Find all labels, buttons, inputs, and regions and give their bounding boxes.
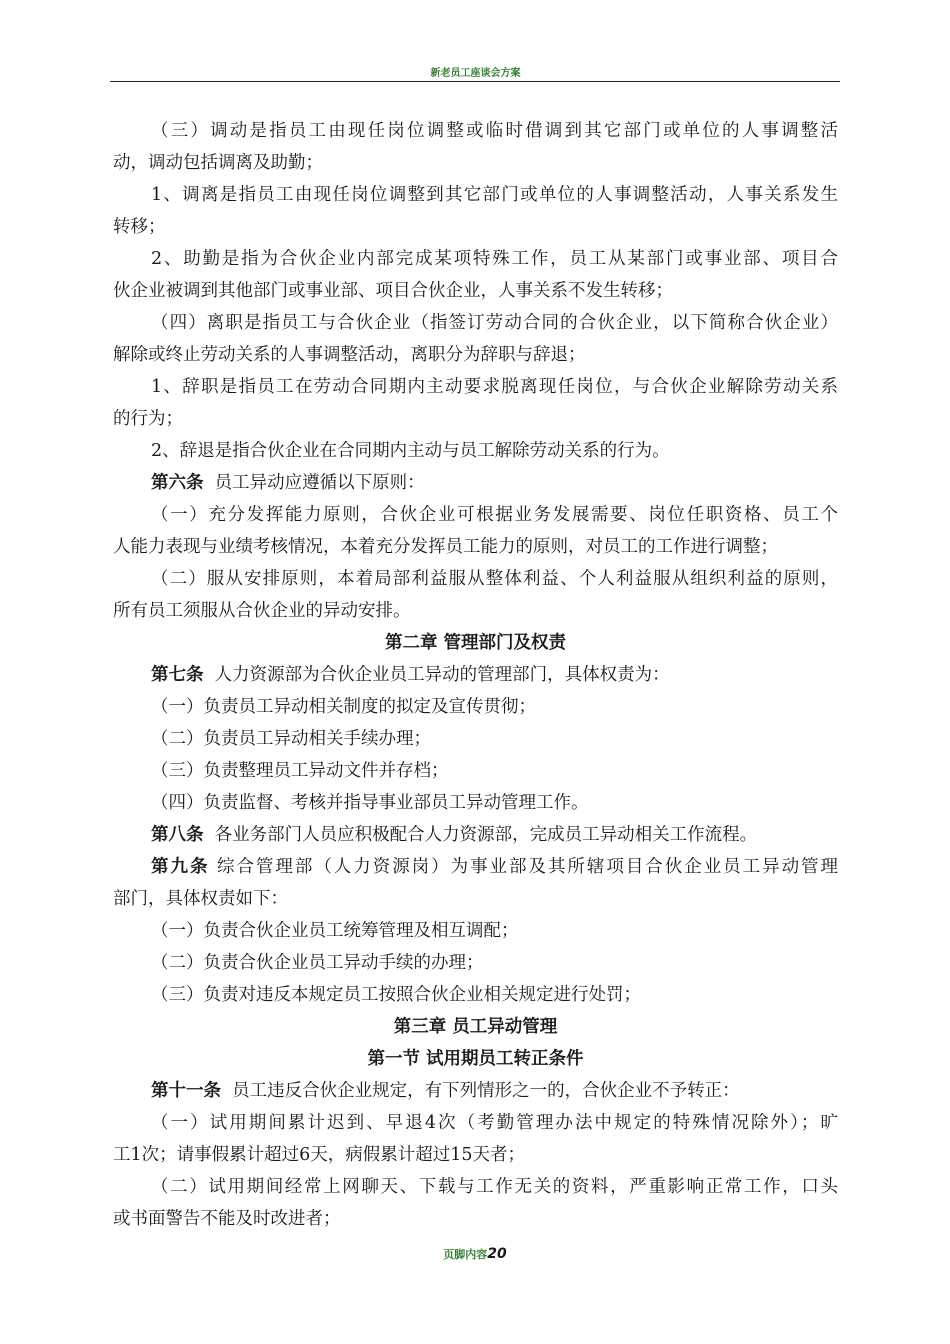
para-line: 伙企业被调到其他部门或事业部、项目合伙企业，人事关系不发生转移； (113, 281, 673, 301)
para-line: （四）负责监督、考核并指导事业部员工异动管理工作。 (151, 793, 589, 813)
article-text: 员工异动应遵循以下原则： (214, 473, 425, 493)
para-line: 部门，具体权责如下： (113, 889, 288, 909)
page-footer (0, 1246, 950, 1262)
article-line (113, 467, 838, 499)
para-line: （三）调动是指员工由现任岗位调整或临时借调到其它部门或单位的人事调整活 (151, 121, 838, 141)
article-text: 员工违反合伙企业规定，有下列情形之一的，合伙企业不予转正： (232, 1081, 740, 1101)
para-line: 工1次；请事假累计超过6天，病假累计超过15天者； (113, 1145, 526, 1165)
para-line: （四）离职是指员工与合伙企业（指签订劳动合同的合伙企业，以下简称合伙企业） (151, 313, 838, 333)
article-text: 各业务部门人员应积极配合人力资源部，完成员工异动相关工作流程。 (214, 825, 758, 845)
para-line: （三）负责整理员工异动文件并存档； (151, 761, 449, 781)
article-label: 第十一条 (151, 1081, 221, 1101)
article-text: 人力资源部为合伙企业员工异动的管理部门，具体权责为： (214, 665, 670, 685)
para-line: 人能力表现与业绩考核情况，本着充分发挥员工能力的原则，对员工的工作进行调整； (113, 537, 778, 557)
para-line: 1、辞职是指员工在劳动合同期内主动要求脱离现任岗位，与合伙企业解除劳动关系 (151, 377, 838, 397)
para-line: （一）试用期间累计迟到、早退4次（考勤管理办法中规定的特殊情况除外）；旷 (151, 1113, 838, 1133)
article-text: 综合管理部（人力资源岗）为事业部及其所辖项目合伙企业员工异动管理 (216, 857, 838, 877)
article-line (113, 851, 838, 883)
para-line: （二）负责合伙企业员工异动手续的办理； (151, 953, 484, 973)
para-line: 转移； (113, 217, 166, 237)
article-label: 第八条 (151, 825, 204, 845)
article-label: 第九条 (151, 857, 210, 877)
para-line: （二）服从安排原则，本着局部利益服从整体利益、个人利益服从组织利益的原则， (151, 569, 838, 589)
chapter-heading: 第二章 管理部门及权责 (384, 633, 567, 653)
para-line: （一）负责员工异动相关制度的拟定及宣传贯彻； (151, 697, 536, 717)
footer-label: 页脚内容 (443, 1248, 488, 1261)
document-body (113, 115, 838, 1235)
header-rule (110, 81, 840, 82)
article-label: 第七条 (151, 665, 204, 685)
section-heading: 第一节 试用期员工转正条件 (367, 1049, 584, 1069)
para-line: （二）试用期间经常上网聊天、下载与工作无关的资料，严重影响正常工作，口头 (151, 1177, 838, 1197)
para-line: 2、辞退是指合伙企业在合同期内主动与员工解除劳动关系的行为。 (151, 441, 670, 461)
para-line: 2、助勤是指为合伙企业内部完成某项特殊工作，员工从某部门或事业部、项目合 (151, 249, 838, 269)
para-line: （二）负责员工异动相关手续办理； (151, 729, 431, 749)
para-line: 或书面警告不能及时改进者； (113, 1209, 341, 1229)
para-line: 的行为； (113, 409, 183, 429)
article-line (113, 1075, 838, 1107)
para-line: （三）负责对违反本规定员工按照合伙企业相关规定进行处罚； (151, 985, 641, 1005)
page-number: 20 (487, 1246, 507, 1262)
para-line: 所有员工须服从合伙企业的异动安排。 (113, 601, 411, 621)
chapter-heading: 第三章 员工异动管理 (393, 1017, 558, 1037)
article-line (113, 819, 838, 851)
para-line: （一）充分发挥能力原则，合伙企业可根据业务发展需要、岗位任职资格、员工个 (151, 505, 838, 525)
article-label: 第六条 (151, 473, 204, 493)
article-line (113, 659, 838, 691)
para-line: 解除或终止劳动关系的人事调整活动，离职分为辞职与辞退； (113, 345, 586, 365)
para-line: （一）负责合伙企业员工统筹管理及相互调配； (151, 921, 519, 941)
para-line: 动，调动包括调离及助勤； (113, 153, 323, 173)
page-header: 新老员工座谈会方案 (430, 68, 521, 79)
para-line: 1、调离是指员工由现任岗位调整到其它部门或单位的人事调整活动，人事关系发生 (151, 185, 838, 205)
